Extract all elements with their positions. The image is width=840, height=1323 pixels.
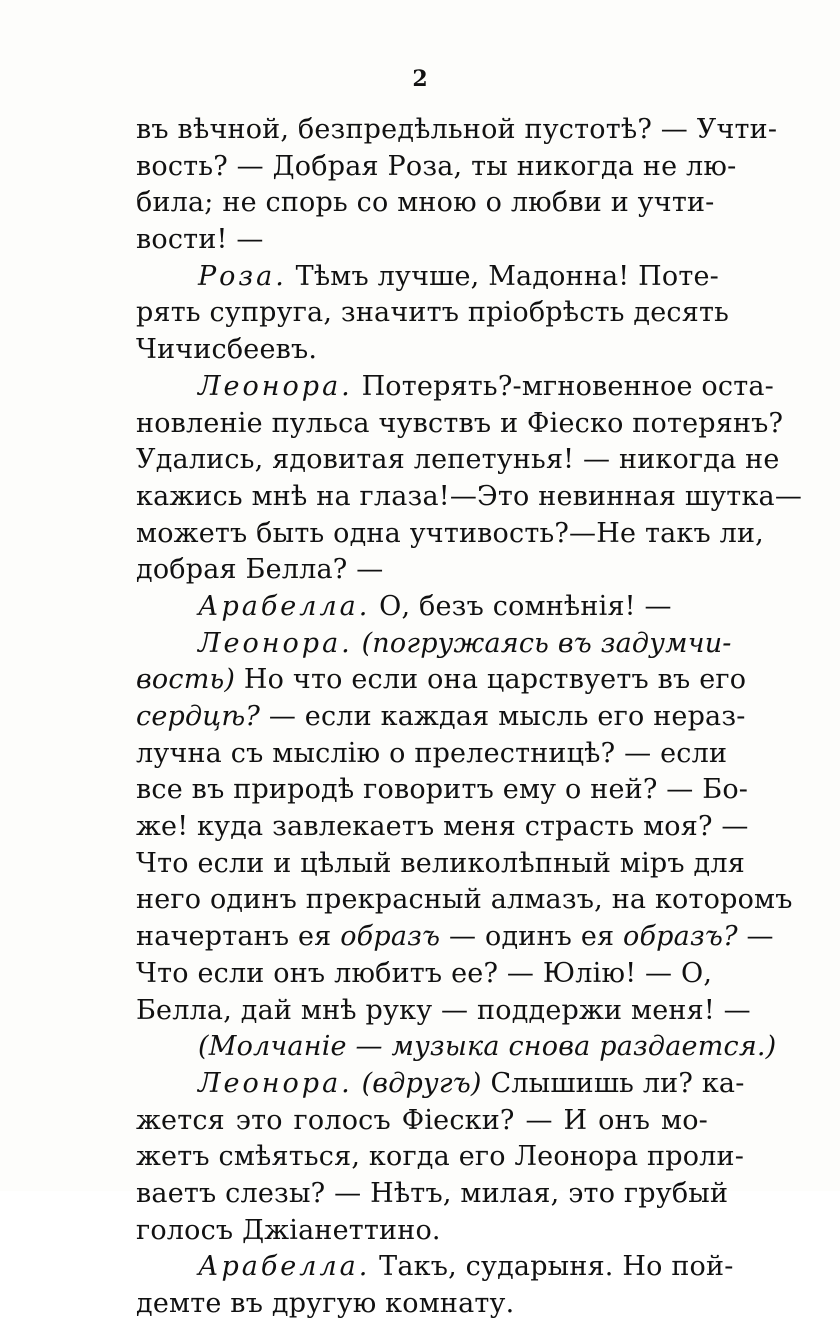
- emphasis: образъ?: [623, 921, 738, 953]
- text-line: Роза. Тѣмъ лучше, Мадонна! Поте-: [198, 260, 719, 292]
- text-line: добрая Белла? —: [136, 554, 384, 586]
- emphasis: образъ: [340, 921, 441, 953]
- text-line: сердцѣ? — если каждая мысль его нераз-: [136, 701, 746, 732]
- text-line: голосъ Джіанеттино.: [136, 1214, 441, 1246]
- text-line: вости! —: [136, 224, 264, 256]
- text-line: все въ природѣ говоритъ ему о ней? — Бо-: [136, 774, 749, 806]
- speaker-name: Арабелла.: [198, 1251, 371, 1283]
- text-line: него одинъ прекрасный алмазъ, на которомъ: [136, 884, 793, 916]
- text-line: Чичисбеевъ.: [136, 334, 318, 366]
- text-line: Белла, дай мнѣ руку — поддержи меня! —: [136, 994, 751, 1026]
- stage-direction: (погружаясь въ задумчи-: [361, 627, 732, 659]
- text-line: вость) Но что если она царствуетъ въ его: [136, 664, 747, 696]
- speaker-name: Леонора.: [198, 627, 353, 659]
- text-line: Удались, ядовитая лепетунья! — никогда не: [136, 444, 780, 476]
- text-line: жетъ смѣяться, когда его Леонора проли-: [136, 1141, 745, 1173]
- text-line: Леонора. (вдругъ) Слышишь ли? ка-: [198, 1067, 745, 1099]
- stage-direction: вость): [136, 664, 236, 696]
- text-line: [136, 626, 732, 663]
- text-line: въ вѣчной, безпредѣльной пустотѣ? — Учти-: [136, 114, 778, 145]
- emphasis: сердцѣ?: [136, 701, 261, 732]
- text-line: Леонора. Потерять?-мгновенное оста-: [198, 370, 774, 402]
- text-line: [136, 1029, 777, 1066]
- speaker-name: Роза.: [198, 260, 287, 292]
- speaker-name: Арабелла.: [198, 590, 371, 622]
- text-line: начертанъ ея образъ — одинъ ея образъ? —: [136, 921, 774, 953]
- speaker-name: Леонора.: [198, 1067, 353, 1099]
- page-number: 2: [412, 66, 428, 92]
- text-line: била; не спорь со мною о любви и учти-: [136, 187, 715, 219]
- text-line: вость? — Добрая Роза, ты никогда не лю-: [136, 150, 737, 182]
- text-line: Арабелла. О, безъ сомнѣнія! —: [198, 590, 672, 622]
- text-line: жется это голосъ Фіески? — И онъ мо-: [136, 1104, 708, 1136]
- text-line: ваетъ слезы? — Нѣтъ, милая, это грубый: [136, 1177, 729, 1209]
- text-line: Что если и цѣлый великолѣпный міръ для: [136, 847, 745, 879]
- text-line: рять супруга, значитъ пріобрѣсть десять: [136, 297, 730, 329]
- text-line: Что если онъ любитъ ее? — Юлію! — О,: [136, 957, 713, 989]
- speaker-name: Леонора.: [198, 370, 353, 402]
- stage-direction: (вдругъ): [361, 1067, 482, 1099]
- text-line: новленіе пульса чувствъ и Фіеско потерянъ?: [136, 407, 784, 439]
- text-line: демте въ другую комнату.: [136, 1288, 515, 1319]
- text-line: можетъ быть одна учтивость?—Не такъ ли,: [136, 517, 764, 549]
- text-line: кажись мнѣ на глаза!—Это невинная шутка—: [136, 480, 803, 512]
- stage-direction: (Молчаніе — музыка снова раздается.): [198, 1031, 777, 1063]
- text-line: лучна съ мыслію о прелестницѣ? — если: [136, 737, 728, 769]
- text-line: же! куда завлекаетъ меня страсть моя? —: [136, 811, 749, 843]
- text-line: Арабелла. Такъ, сударыня. Но пой-: [198, 1251, 734, 1283]
- body-text: [136, 112, 803, 1323]
